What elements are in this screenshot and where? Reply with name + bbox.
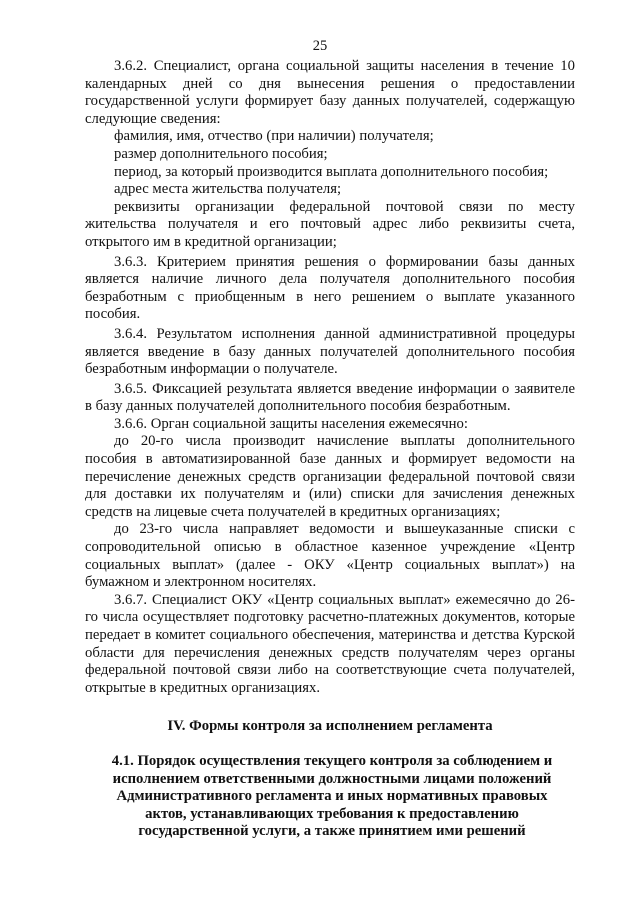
paragraph-3-6-4: 3.6.4. Результатом исполнения данной административной процедуры является введение в базу данных получателей дополнительного пособия безработным информации о получателе. <box>85 325 575 378</box>
subsection-heading-line: государственной услуги, а также принятием ими решений <box>138 823 526 840</box>
list-item-full-name: фамилия, имя, отчество (при наличии) получателя; <box>114 128 434 145</box>
subsection-heading-line: 4.1. Порядок осуществления текущего контроля за соблюдением и <box>111 753 553 769</box>
paragraph-3-6-5: 3.6.5. Фиксацией результата является введение информации о заявителе в базу данных получателей дополнительного пособия безработным. <box>85 380 575 415</box>
list-item-payment-period: период, за который производится выплата дополнительного пособия; <box>114 163 549 180</box>
section-heading: IV. Формы контроля за исполнением регламента <box>167 718 493 734</box>
body-text <box>85 58 575 697</box>
subsection-heading <box>92 753 572 841</box>
subsection-heading-line: Административного регламента и иных нормативных правовых <box>116 788 548 805</box>
page-number: 25 <box>312 38 328 54</box>
list-item-day-20: до 20-го числа производит начисление выплаты дополнительного пособия в автоматизированной базе данных и формирует ведомости на перечисление денежных средств организации федеральной почтовой связи для доставки их получателям и (или) списки для зачисления денежных средств на лицевые счета получателей в кредитных организациях; <box>85 433 575 520</box>
paragraph-3-6-7: 3.6.7. Специалист ОКУ «Центр социальных выплат» ежемесячно до 26-го числа осуществляет подготовку расчетно-платежных документов, которые передает в комитет социального обеспечения, материнства и детства Курской области для перечисления денежных средств получателям через органы федеральной почтовой связи либо на соответствующие счета получателей, открытые в кредитных организациях. <box>85 591 575 696</box>
list-item-address: адрес места жительства получателя; <box>114 181 342 198</box>
subsection-heading-line: актов, устанавливающих требования к предоставлению <box>145 805 519 822</box>
paragraph-3-6-3: 3.6.3. Критерием принятия решения о формировании базы данных является наличие личного дела получателя дополнительного пособия безработным с приобщенным в него решением о выплате указанного пособия. <box>85 253 575 323</box>
subsection-heading-line: исполнением ответственными должностными лицами положений <box>112 770 552 787</box>
list-item-day-23: до 23-го числа направляет ведомости и вышеуказанные списки с сопроводительной описью в областное казенное учреждение «Центр социальных выплат» (далее - ОКУ «Центр социальных выплат») на бумажном и электронном носителях. <box>85 521 575 591</box>
list-item-benefit-amount: размер дополнительного пособия; <box>114 145 328 162</box>
list-item-postal-requisites: реквизиты организации федеральной почтовой связи по месту жительства получателя и его почтовый адрес либо реквизиты счета, открытого им в кредитной организации; <box>85 198 575 250</box>
paragraph-3-6-6: 3.6.6. Орган социальной защиты населения ежемесячно: <box>114 415 468 432</box>
paragraph-3-6-2: 3.6.2. Специалист, органа социальной защиты населения в течение 10 календарных дней со дня вынесения решения о предоставлении государственной услуги формирует базу данных получателей, содержащую следующие сведения: <box>85 58 575 127</box>
